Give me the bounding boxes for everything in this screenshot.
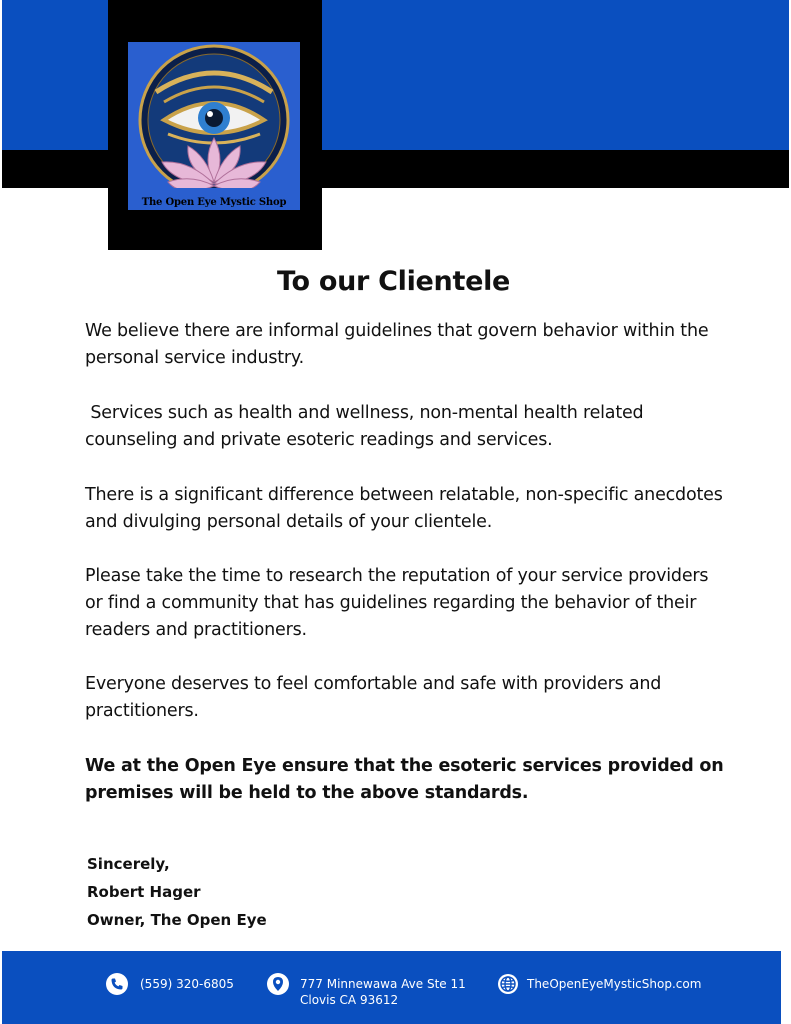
location-pin-icon xyxy=(267,973,289,995)
signature-name: Robert Hager xyxy=(87,883,201,901)
paragraph-services: Services such as health and wellness, non-mental health related counseling and private esoteric readings and services. xyxy=(85,403,649,450)
footer-address-line2: Clovis CA 93612 xyxy=(300,993,399,1007)
globe-icon xyxy=(497,973,519,995)
paragraph-standards: We at the Open Eye ensure that the esoteric services provided on premises will be held to the above standards. xyxy=(85,756,724,803)
signature-closing: Sincerely, xyxy=(87,855,170,873)
header-band-blue-left xyxy=(2,0,108,150)
signature-block xyxy=(87,850,267,934)
phone-icon xyxy=(106,973,128,995)
footer-phone[interactable]: (559) 320-6805 xyxy=(140,977,234,991)
paragraph-difference: There is a significant difference between relatable, non-specific anecdotes and divulging personal details of your clientele. xyxy=(85,485,723,532)
header-band-blue-right xyxy=(322,0,789,150)
paragraph-guidelines: We believe there are informal guidelines that govern behavior within the personal service industry. xyxy=(85,321,709,368)
footer-contact-bar xyxy=(2,951,781,1024)
footer-website-link[interactable]: TheOpenEyeMysticShop.com xyxy=(527,977,702,991)
logo-text: The Open Eye Mystic Shop xyxy=(141,197,287,208)
eye-lotus-logo-icon xyxy=(128,42,300,210)
shop-logo xyxy=(128,42,300,210)
paragraph-research: Please take the time to research the reputation of your service providers or find a community that has guidelines regarding the behavior of their readers and practitioners. xyxy=(85,566,709,640)
footer-address-line1: 777 Minnewawa Ave Ste 11 xyxy=(300,977,466,991)
page-title: To our Clientele xyxy=(276,266,511,297)
paragraph-comfort: Everyone deserves to feel comfortable and safe with providers and practitioners. xyxy=(85,674,662,721)
signature-role: Owner, The Open Eye xyxy=(87,911,267,929)
